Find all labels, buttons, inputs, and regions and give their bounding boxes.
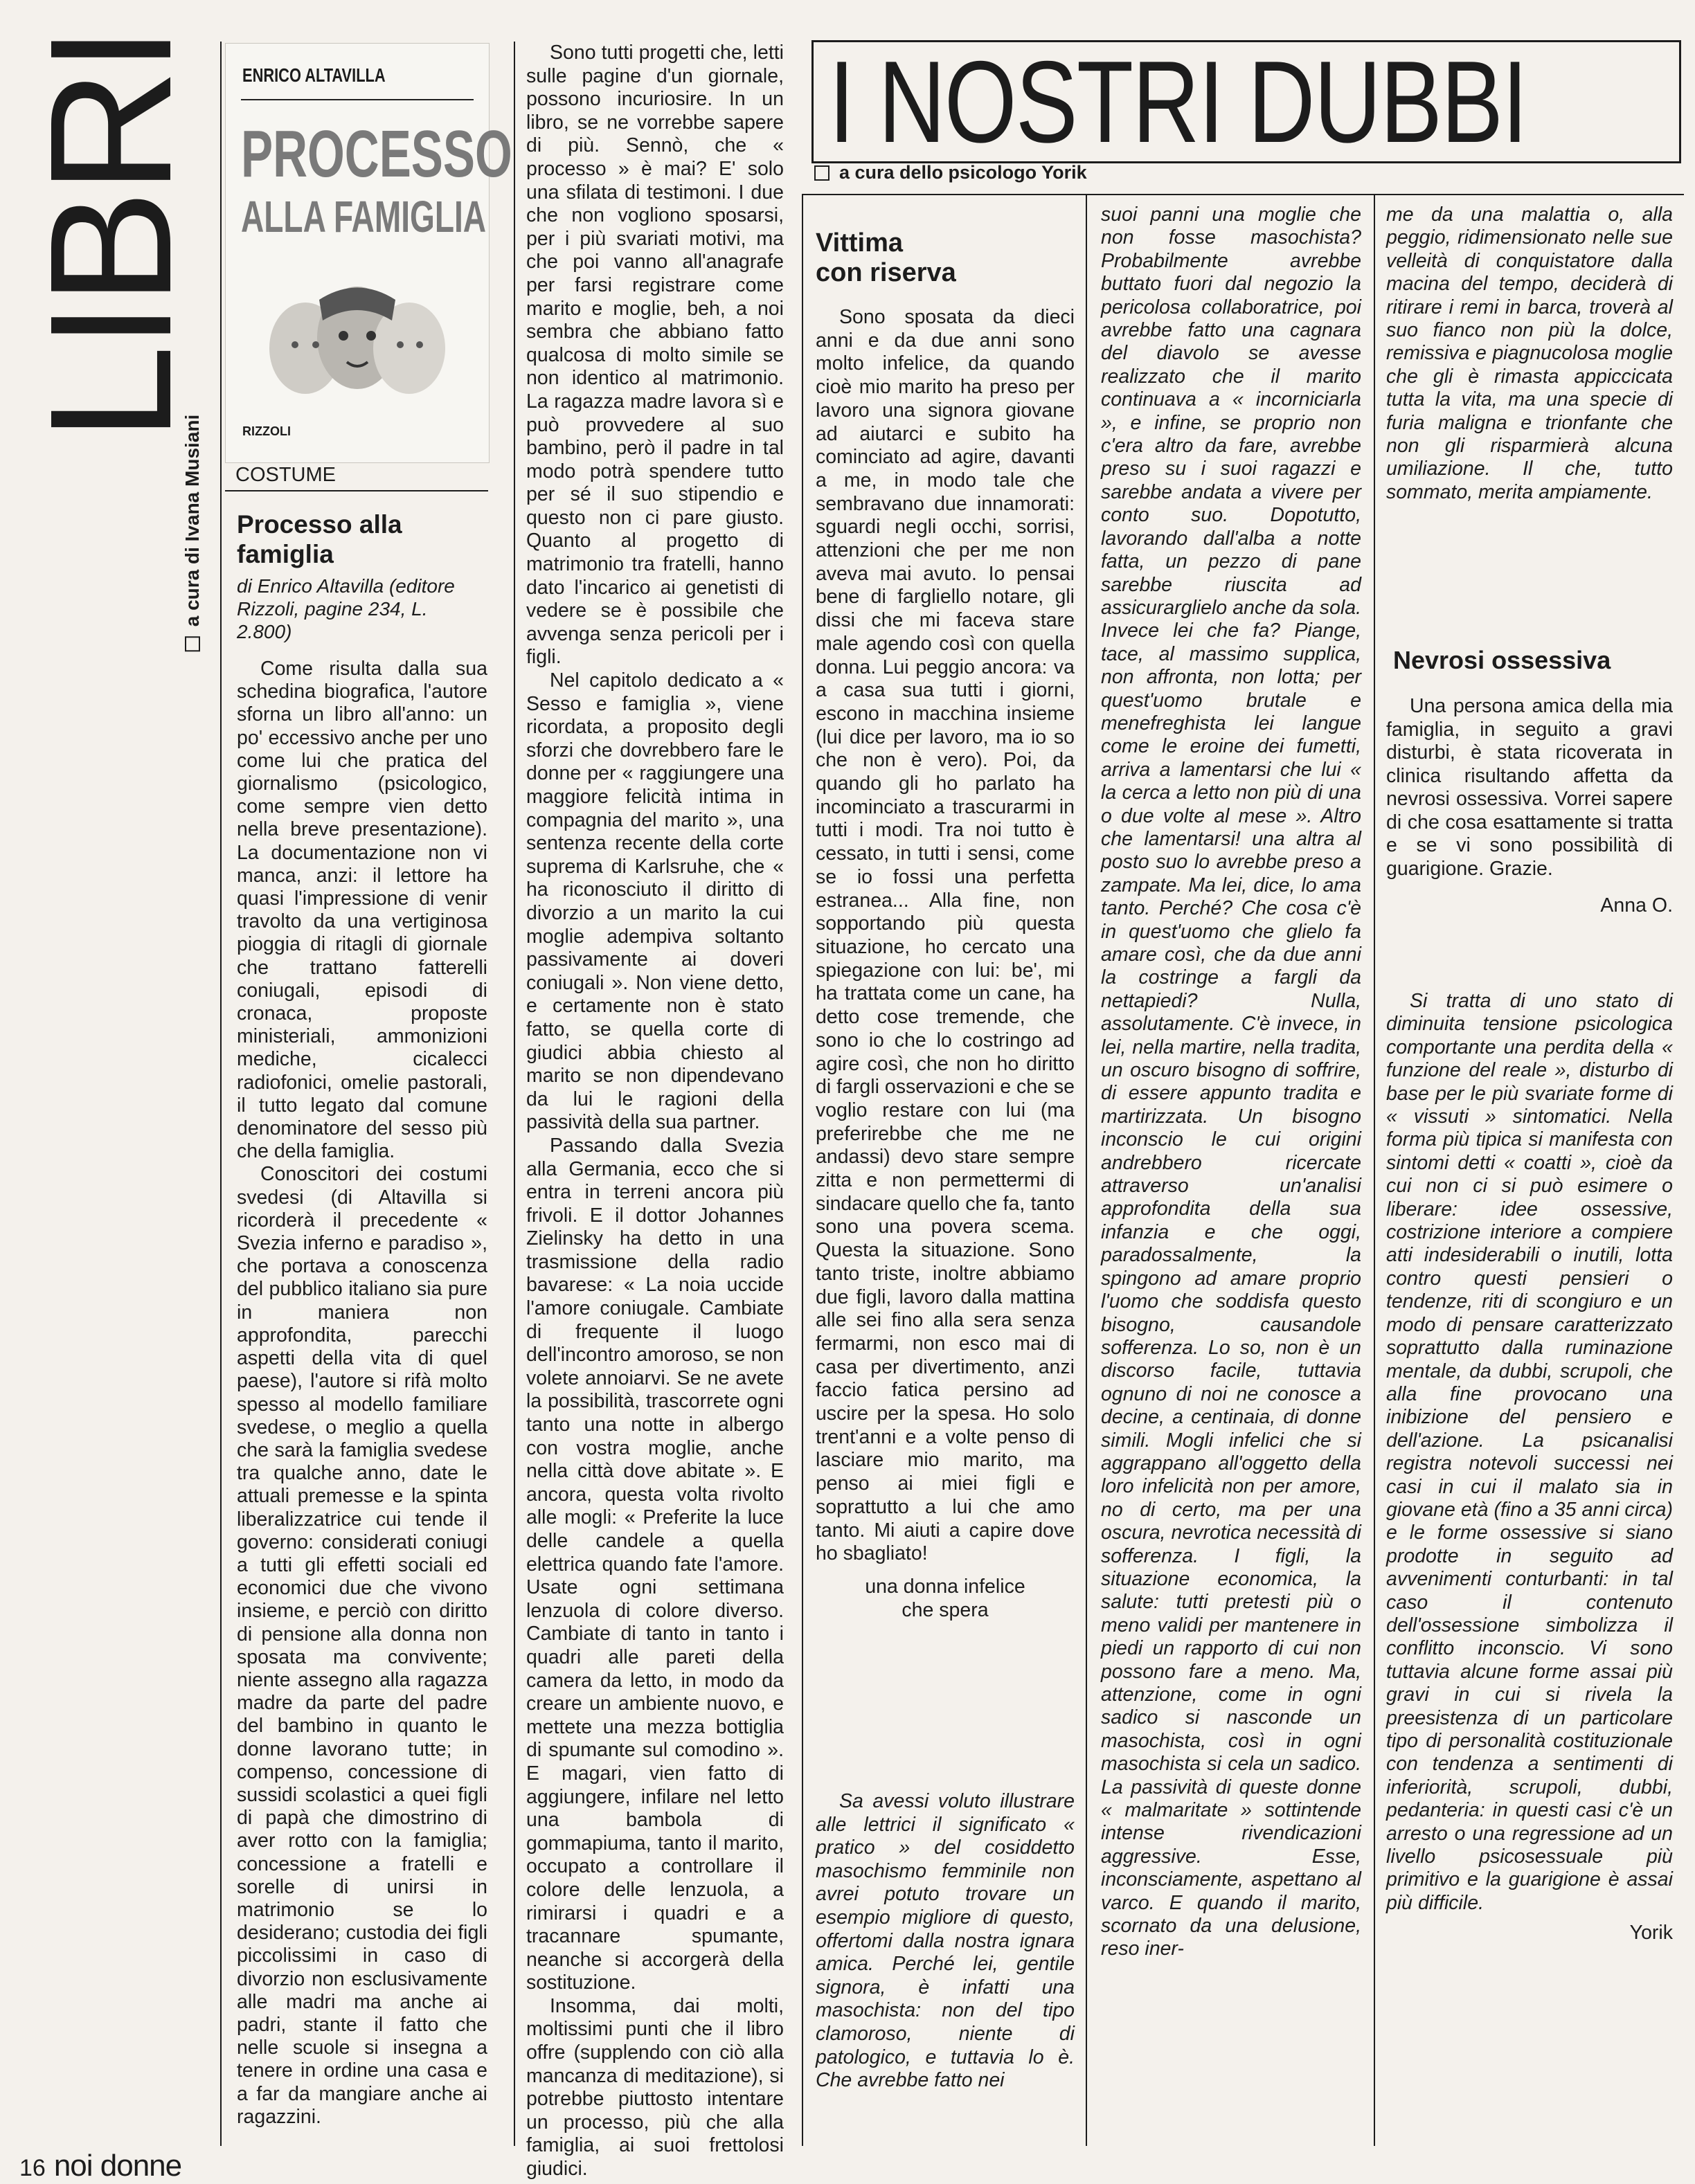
column-title: I NOSTRI DUBBI [829, 40, 1527, 163]
cover-title-line2: ALLA FAMIGLIA [241, 192, 487, 242]
cover-publisher: RIZZOLI [242, 424, 291, 438]
cover-illustration [253, 272, 461, 410]
paragraph: Sono sposata da dieci anni e da due anni sono molto infelice, da quando cioè mio marito ha preso per lavoro una signora giovane ad aiutarci e subito ha cominciato ad agire, davanti a me, in modo tale che sembravano due innamorati: sguardi negli occhi, sorrisi, attenzioni che per me non aveva mai avuto. Io pensai bene di fargliello notare, gli dissi che mi faceva stare male agendo così con quella donna. Lui peggio ancora: va a casa sua tutti i giorni, escono in macchina insieme (lui dice per lavoro, ma io so che non è vero). Poi, da quando gli ho parlato ha incominciato a trascurarmi in tutti i modi. Tra noi tutto è cessato, in tutti i sensi, come se io fossi una perfetta estranea... Alla fine, non sopportando più questa situazione, ho cercato una spiegazione con lui: be', mi ha trattata come un cane, ha detto cose tremende, che sono io che lo costringo ad agire così, che non ho diritto di fargli osservazioni e che se voglio restare con lui (ma preferirebbe che me ne andassi) devo stare sempre zitta e non permettermi di sindacare quello che fa, tanto sono una povera scema. Questa la situazione. Sono tanto triste, inoltre abbiamo due figli, lavoro dalla mattina alle sei fino alla sera senza fermarmi, non esco mai di casa per divertimento, anzi faccio fatica persino ad uscire per la spesa. Ho solo trent'anni e a volte penso di lasciare mio marito, ma penso ai miei figli e soprattutto a lui che amo tanto. Mi aiuti a capire dove ho sbagliato! [816, 306, 1075, 1565]
review-column-1 [237, 658, 487, 2129]
paragraph: Si tratta di uno stato di diminuita tensione psicologica comportante una perdita della « funzione del reale », disturbo di base per le più svariate forme di « vissuti » sintomatici. Nella forma più tipica si manifesta con sintomi detti « coatti », cioè da cui non ci si può esimere o liberare: idee ossessive, costrizione interiore a compiere atti indesiderabili o inutili, lotta contro questi pensieri o tendenze, riti di scongiuro e un modo di pensare caratterizzato soprattutto dalla ruminazione mentale, da dubbi, scrupoli, che alla fine provocano una inibizione del pensiero e dell'azione. La psicanalisi registra notevoli successi nei casi in cui il malato sia in giovane età (fino a 35 anni circa) e le forme ossessive si siano prodotte in seguito ad avvenimenti conturbanti: in tal caso il contenuto dell'ossessione simbolizza il conflitto inconscio. Vi sono tuttavia alcune forme assai più gravi in cui si rivela la preesistenza di un particolare tipo di personalità costituzionale con tendenza a sentimenti di inferiorità, scrupoli, dubbi, pedanteria: in questi casi c'è un arresto o una regressione ad un livello psicosessuale più primitivo e la guarigione è assai più difficile. [1386, 990, 1673, 1914]
column-divider [1086, 194, 1087, 2146]
kicker-rule [225, 490, 488, 491]
paragraph: Passando dalla Svezia alla Germania, ecco che si entra in terreni ancora più frivoli. E il dottor Johannes Zielinsky ha detto in una trasmissione della radio bavarese: « La noia uccide l'amore coniugale. Cambiate di frequente il luogo dell'incontro amoroso, se non volete annoiarvi. Se ne avete la possibilità, trascorrete ogni tanto una notte in albergo con vostra moglie, anche nella città dove abitate ». E ancora, questa volta rivolto alle mogli: « Preferite la luce delle candele a quella elettrica quando fate l'amore. Usate ogni settimana lenzuola di colore diverso. Cambiate di tanto in tanto i quadri alle pareti della camera da letto, in modo da creare un ambiente nuovo, e mettete una mezza bottiglia di spumante sul comodino ». E magari, vien fatto di aggiungere, infilare nel letto una bambola di gommapiuma, tanto il marito, occupato a controllare il colore delle lenzuola, a rimirarsi i quadri e a tracannare spumante, neanche si accorgerà della sostituzione. [526, 1134, 784, 1994]
signature: Yorik [1629, 1922, 1673, 1944]
paragraph: Conoscitori dei costumi svedesi (di Altavilla si ricorderà il precedente « Svezia inferno e paradiso », che portava a conoscenza del pubblico italiano sia pure in maniera non approfondita, parecchi aspetti della vita di quel paese), l'autore si rifà molto spesso al modello familiare svedese, o meglio a quella che sarà la famiglia svedese tra qualche anno, date le attuali premesse e la spinta liberalizzatrice cui tende il governo: considerati coniugi a tutti gli effetti sociali ed economici due che vivono insieme, e perciò con diritto di pensione alla donna non sposata ma convivente; niente assegno alla ragazza madre da parte del padre del bambino in quanto le donne lavorano tutte; in compenso, concessione di sussidi scolastici a quei figli di papà che dimostrino di aver rotto con la famiglia; concessione a fratelli e sorelle di unirsi in matrimonio se lo desiderano; custodia dei figli piccolissimi in caso di divorzio non esclusivamente alle madri ma anche ai padri, stante il fatto che nelle scuole si insegna a tenere in ordine una casa e a far da mangiare anche ai ragazzini. [237, 1163, 487, 2128]
magazine-name: noi donne [53, 2149, 182, 2183]
column-divider [1374, 194, 1375, 2146]
letter1-body [816, 306, 1075, 1622]
letter1-title: Vittima con riserva [816, 228, 956, 287]
letter2-reply [1386, 990, 1673, 1945]
checkbox-icon [814, 165, 829, 181]
column-header-box [811, 40, 1681, 163]
paragraph: Sa avessi voluto illustrare alle lettrici il significato « pratico » del cosiddetto masochismo femminile non avrei potuto trovare un esempio migliore di questo, offertomi dalla nostra ignara amica. Perché lei, gentile signora, è infatti una masochista: non del tipo clamoroso, niente di patologico, e tuttavia lo è. Che avrebbe fatto nei [816, 1790, 1075, 2092]
letter1-reply-column [1101, 204, 1361, 1961]
signature: Anna O. [1600, 894, 1673, 917]
review-column-2 [526, 42, 784, 2181]
section-title: LIBRI [14, 29, 207, 442]
paragraph: Una persona amica della mia famiglia, in seguito a gravi disturbi, è stata ricoverata in clinica risultando affetta da nevrosi ossessiva. Vorrei sapere di che cosa esattamente si tratta e se vi sono possibilità di guarigione. Grazie. [1386, 695, 1673, 880]
letter2-body [1386, 695, 1673, 918]
checkbox-icon [185, 636, 200, 651]
review-kicker: COSTUME [235, 464, 336, 486]
page-footer [19, 2149, 181, 2183]
paragraph: Sono tutti progetti che, letti sulle pagine d'un giornale, possono incuriosire. In un libro, se ne vorrebbe sapere di più. Sennò, che « processo » è mai? E' solo una sfilata di testimoni. I due che non vogliono sposarsi, per i più svariati motivi, ma che poi vanno all'anagrafe per farsi registrare come marito e moglie, beh, a noi sembra che abbiano fatto qualcosa di molto simile se non identico al matrimonio. La ragazza madre lavora sì e può provvedere al suo bambino, però il padre in tal modo potrà spendere tutto per sé il suo stipendio e questo non ci pare giusto. Quanto al progetto di matrimonio tra fratelli, hanno dato l'incarico ai genetisti di vedere se è possibile che avvenga senza pericoli per i figli. [526, 42, 784, 669]
paragraph: Insomma, dai molti, moltissimi punti che il libro offre (supplendo con ciò alla mancanza di meditazione), si potrebbe piuttosto intentare un processo, più che alla famiglia, ai suoi frettolosi giudici. [526, 1994, 784, 2181]
paragraph: suoi panni una moglie che non fosse masochista? Probabilmente avrebbe buttato fuori dal negozio la pericolosa collaboratrice, poi avrebbe fatto una cagnara del diavolo se avesse realizzato che il marito continuava a « incorniciarla », e infine, se proprio non c'era altro da fare, avrebbe preso su i suoi ragazzi e sarebbe andata a vivere per conto suo. Dopotutto, lavorando dall'alba a notte fatta, un pezzo di pane sarebbe riuscita ad assicurarglielo anche da sola. Invece lei che fa? Piange, tace, al massimo supplica, non affronta, non lotta; per quest'uomo brutale e menefreghista lei langue come le eroine dei fumetti, arriva a lamentarsi che lui « la cerca a letto non più di una o due volte al mese ». Altro che lamentarsi! una altra al posto suo lo avrebbe preso a zampate. Ma lei, dice, lo ama tanto. Perché? Che cosa c'è in quest'uomo che glielo fa amare così, che da due anni la costringe a fargli da nettapiedi? Nulla, assolutamente. C'è invece, in lei, nella martire, nella tradita, un oscuro bisogno di soffrire, di essere appunto tradita e martirizzata. Un bisogno inconscio le cui origini andrebbero ricercate attraverso un'analisi approfondita della sua infanzia e che oggi, paradossalmente, la spingono ad amare proprio l'uomo che soddisfa questo bisogno, causandole sofferenza. Lo so, non è un discorso facile, tuttavia ognuno di noi ne conosce a decine, a centinaia, di donne simili. Mogli infelici che si aggrappano all'oggetto della loro infelicità non per amore, no di certo, ma per una oscura, nevrotica necessità di sofferenza. I figli, la situazione economica, la salute: tutti pretesti più o meno validi per mantenere in piedi un rapporto di cui non possono fare a meno. Ma, attenzione, come in ogni sadico si nasconde un masochista, così in ogni masochista si cela un sadico. La passività di queste donne « malmaritate » sottintende intense rivendicazioni aggressive. Esse, inconsciamente, aspettano al varco. E quando il marito, scornato da una delusione, reso iner- [1101, 204, 1361, 1960]
letter2-title: Nevrosi ossessiva [1393, 646, 1611, 674]
paragraph: Come risulta dalla sua schedina biografica, l'autore sforna un libro all'anno: un po' eccessivo anche per uno come lui che pratica del giornalismo (psicologico, come sempre vien detto nella breve presentazione). La documentazione non vi manca, anzi: il lettore ha quasi l'impressione di venir travolto da una vertiginosa pioggia di ritagli di giornale che trattano fatterelli coniugali, episodi di cronaca, proposte ministeriali, ammonizioni mediche, cicalecci radiofonici, omelie pastorali, il tutto legato dal comune denominatore del sesso più che della famiglia. [237, 658, 487, 1163]
column-divider [220, 42, 222, 2146]
cover-title-line1: PROCESSO [241, 117, 512, 191]
book-cover [225, 43, 512, 463]
page-number: 16 [19, 2155, 46, 2181]
header-rule [803, 194, 1684, 195]
cover-author: ENRICO ALTAVILLA [242, 64, 386, 86]
review-title: Processo alla famiglia [237, 510, 402, 568]
signature: una donna infelice [865, 1575, 1025, 1598]
letter1-reply-start [816, 1790, 1075, 2093]
column-divider [802, 194, 803, 2146]
letter1-reply-end [1386, 204, 1673, 504]
paragraph: me da una malattia o, alla peggio, ridimensionato nelle sue velleità di conquistatore dalla macina del tempo, deciderà di ritirare i remi in barca, troverà al suo fianco non più la dolce, remissiva e piagnucolosa moglie che gli è rimasta appiccicata tutta la vita, ma una specie di furia maligna e trionfante che non gli risparmierà alcuna umiliazione. Il che, tutto sommato, merita ampiamente. [1386, 204, 1673, 503]
signature: che spera [902, 1598, 989, 1621]
section-credit: a cura di Ivana Musiani [172, 388, 213, 678]
column-subtitle: a cura dello psicologo Yorik [814, 162, 1087, 183]
review-byline: di Enrico Altavilla (editore Rizzoli, pagine 234, L. 2.800) [237, 575, 455, 642]
column-divider [514, 42, 515, 2146]
paragraph: Nel capitolo dedicato a « Sesso e famiglia », viene ricordata, a proposito degli sforzi che dovrebbero fare le donne per « raggiungere una maggiore felicità intima in compagnia del marito », una sentenza recente della corte suprema di Karlsruhe, che « ha riconosciuto il diritto di divorzio a un marito la cui moglie adempiva soltanto passivamente ai doveri coniugali ». Non viene detto, e certamente non è stato fatto, se quella corte di giudici abbia chiesto al marito se non dipendevano da lui le ragioni della passività della sua partner. [526, 669, 784, 1134]
cover-rule [241, 99, 474, 100]
